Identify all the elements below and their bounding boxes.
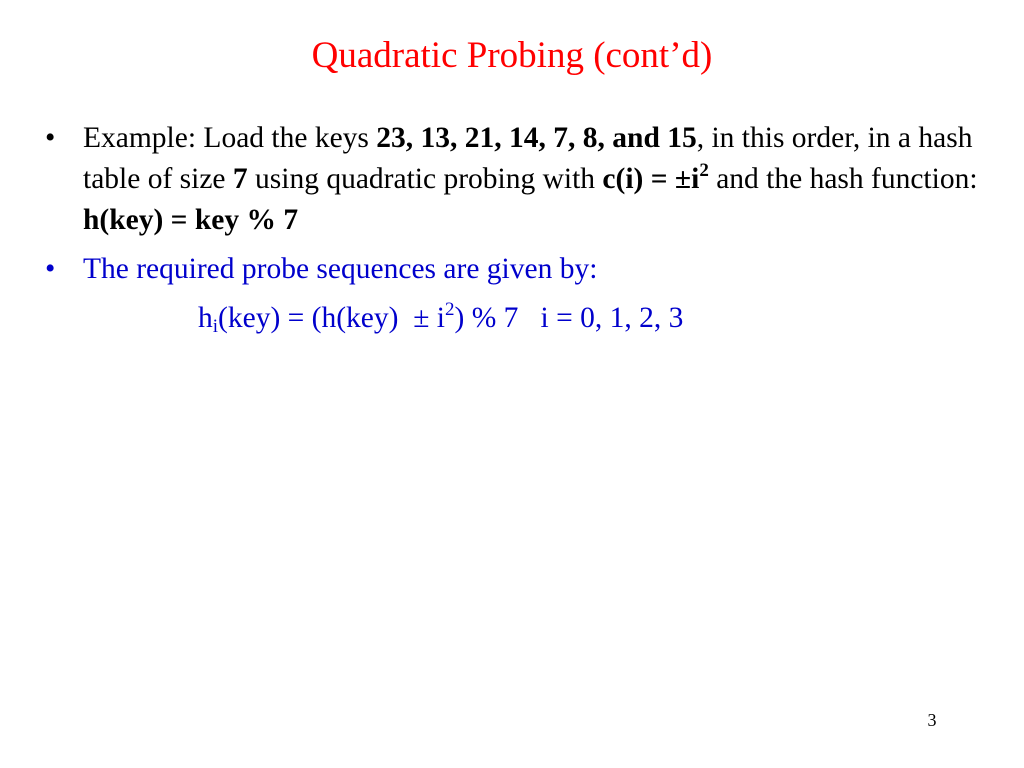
formula-subscript: i: [212, 316, 219, 337]
bullet-text: The required probe sequences are given by:: [83, 253, 598, 285]
keys-list: 23, 13, 21, 14, 7, 8, and 15: [376, 122, 697, 154]
page-number: 3: [927, 710, 937, 730]
probe-function-exponent: 2: [699, 160, 709, 181]
probe-function: c(i) = ±i: [602, 163, 700, 195]
bullet-text-part: using quadratic probing with: [247, 163, 603, 195]
formula-part: h: [198, 302, 213, 334]
bullet-list: [45, 118, 1005, 290]
probe-sequence-formula: [198, 298, 683, 339]
formula-superscript: 2: [445, 299, 455, 320]
slide-title: Quadratic Probing (cont’d): [311, 35, 713, 76]
formula-part: ) % 7 i = 0, 1, 2, 3: [454, 302, 684, 334]
bullet-probe-sequences: [45, 249, 1005, 290]
table-size: 7: [232, 163, 248, 195]
hash-function: h(key) = key % 7: [83, 204, 299, 236]
bullet-text-part: Example: Load the keys: [83, 122, 377, 154]
formula-part: (key) = (h(key) ± i: [218, 302, 445, 334]
bullet-marker: •: [45, 253, 56, 285]
bullet-text-part: , in this order, in a hash table of size: [83, 122, 973, 195]
bullet-text-part: and the hash function:: [708, 163, 978, 195]
bullet-marker: •: [45, 122, 56, 154]
bullet-example: [45, 118, 1005, 241]
